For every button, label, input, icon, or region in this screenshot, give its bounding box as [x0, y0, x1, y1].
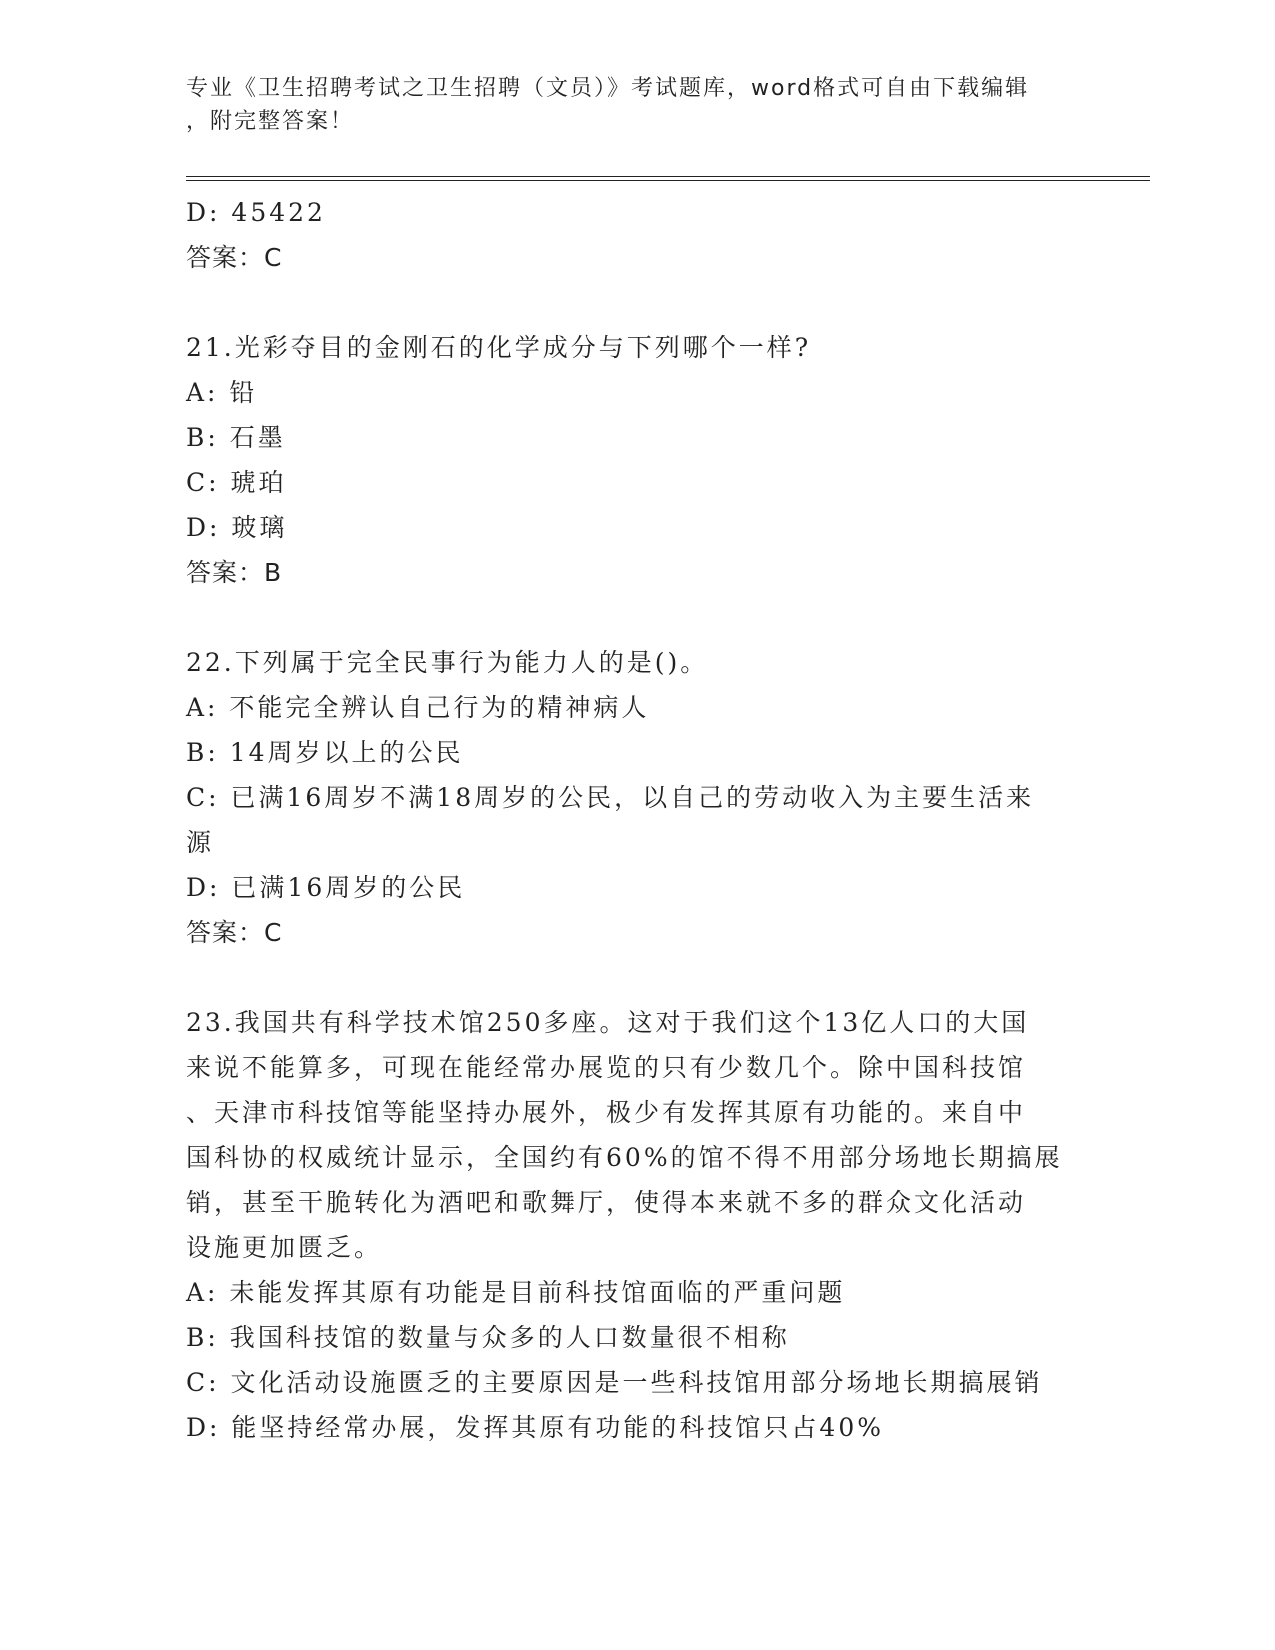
- question-stem-line: 销，甚至干脆转化为酒吧和歌舞厅，使得本来就不多的群众文化活动: [186, 1188, 1027, 1217]
- option-b: B: 14周岁以上的公民: [186, 738, 464, 767]
- option-b: B: 我国科技馆的数量与众多的人口数量很不相称: [186, 1323, 790, 1352]
- option-c: C: 琥珀: [186, 468, 287, 497]
- answer: 答案：B: [186, 558, 283, 587]
- question-stem: 21.光彩夺目的金刚石的化学成分与下列哪个一样?: [186, 333, 812, 362]
- spacer: [186, 280, 1086, 325]
- question-22: [186, 640, 1086, 955]
- question-stem-line: 23.我国共有科学技术馆250多座。这对于我们这个13亿人口的大国: [186, 1008, 1030, 1037]
- spacer: [186, 595, 1086, 640]
- header-divider: [186, 176, 1150, 181]
- header-line-2: ，附完整答案！: [186, 109, 355, 134]
- option-a: A: 铅: [186, 378, 258, 407]
- spacer: [186, 955, 1086, 1000]
- option-d: D: 玻璃: [186, 513, 288, 542]
- option-c: C: 文化活动设施匮乏的主要原因是一些科技馆用部分场地长期搞展销: [186, 1368, 1043, 1397]
- question-stem-line: 、天津市科技馆等能坚持办展外，极少有发挥其原有功能的。来自中: [186, 1098, 1027, 1127]
- option-b: B: 石墨: [186, 423, 286, 452]
- page-header: [186, 72, 1106, 138]
- option-c-continued: 源: [186, 828, 215, 857]
- prev-option-d: D: 45422: [186, 198, 326, 227]
- prev-answer: 答案：C: [186, 243, 283, 272]
- question-stem-line: 来说不能算多，可现在能经常办展览的只有少数几个。除中国科技馆: [186, 1053, 1027, 1082]
- option-d: D: 已满16周岁的公民: [186, 873, 466, 902]
- question-23: [186, 1000, 1086, 1450]
- answer: 答案：C: [186, 918, 283, 947]
- question-21: [186, 325, 1086, 595]
- header-line-1: 专业《卫生招聘考试之卫生招聘（文员）》考试题库，word格式可自由下载编辑: [186, 76, 1030, 101]
- option-a: A: 未能发挥其原有功能是目前科技馆面临的严重问题: [186, 1278, 846, 1307]
- question-stem: 22.下列属于完全民事行为能力人的是()。: [186, 648, 709, 677]
- option-a: A: 不能完全辨认自己行为的精神病人: [186, 693, 650, 722]
- question-stem-line: 设施更加匮乏。: [186, 1233, 383, 1262]
- option-d: D: 能坚持经常办展，发挥其原有功能的科技馆只占40%: [186, 1413, 884, 1442]
- question-stem-line: 国科协的权威统计显示，全国约有60%的馆不得不用部分场地长期搞展: [186, 1143, 1063, 1172]
- document-body: [186, 190, 1086, 1450]
- option-c: C: 已满16周岁不满18周岁的公民，以自己的劳动收入为主要生活来: [186, 783, 1035, 812]
